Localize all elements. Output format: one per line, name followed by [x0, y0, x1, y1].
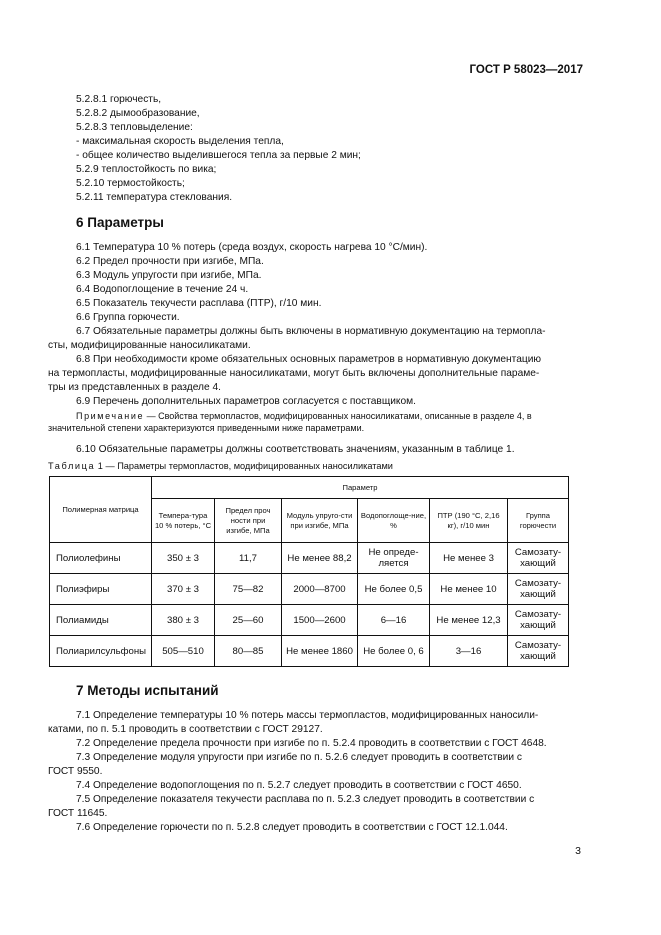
table-cell: Не менее 1860 [282, 636, 358, 667]
list-item: 5.2.11 температура стеклования. [76, 192, 233, 203]
table-cell: Не опреде-ляется [358, 543, 430, 574]
paragraph-7-4: 7.4 Определение водопоглощения по п. 5.2.7 следует проводить в соответствии с ГОСТ 4650. [76, 780, 522, 791]
table-cell: 25—60 [215, 605, 282, 636]
paragraph-6-8-line1: 6.8 При необходимости кроме обязательных основных параметров в нормативную документацию [76, 354, 542, 365]
paragraph-6-9: 6.9 Перечень дополнительных параметров согласуется с поставщиком. [76, 396, 416, 407]
table-cell: Полиамиды [50, 605, 152, 636]
paragraph-6-1: 6.1 Температура 10 % потерь (среда воздух, скорость нагрева 10 °С/мин). [76, 242, 428, 253]
table-cell: Не менее 3 [430, 543, 508, 574]
paragraph-6-2: 6.2 Предел прочности при изгибе, МПа. [76, 256, 264, 267]
note-text-1: — Свойства термопластов, модифицированных наносиликатами, описанные в разделе 4, в [144, 411, 532, 421]
header-cell: ПТР (190 °С, 2,16 кг), г/10 мин [430, 499, 508, 543]
note [76, 410, 584, 422]
table-cell: 350 ± 3 [152, 543, 215, 574]
paragraph-6-7-line1: 6.7 Обязательные параметры должны быть включены в нормативную документацию на термопла- [76, 326, 546, 337]
table-row [50, 605, 569, 636]
paragraph-6-10: 6.10 Обязательные параметры должны соответствовать значениям, указанным в таблице 1. [76, 444, 515, 455]
paragraph-7-1-line1: 7.1 Определение температуры 10 % потерь массы термопластов, модифицированных наносили- [76, 710, 539, 721]
table-cell: 6—16 [358, 605, 430, 636]
paragraph-7-6: 7.6 Определение горючести по п. 5.2.8 следует проводить в соответствии с ГОСТ 12.1.044. [76, 822, 508, 833]
header-cell: Темпера-тура 10 % потерь, °С [152, 499, 215, 543]
table-cell: 3—16 [430, 636, 508, 667]
list-item: - общее количество выделившегося тепла за первые 2 мин; [76, 150, 361, 161]
paragraph-7-1-line2: катами, по п. 5.1 проводить в соответствии с ГОСТ 29127. [48, 724, 323, 735]
table-row [50, 543, 569, 574]
list-item: 5.2.8.2 дымообразование, [76, 108, 200, 119]
table-cell: 1500—2600 [282, 605, 358, 636]
paragraph-7-5-line1: 7.5 Определение показателя текучести расплава по п. 5.2.3 следует проводить в соответствии с [76, 794, 535, 805]
table-caption-label: Таблица [48, 461, 96, 471]
paragraph-6-8-line2: на термопласты, модифицированные наносиликатами, могут быть включены дополнительные параме- [48, 368, 540, 379]
header-cell: Модуль упруго-сти при изгибе, МПа [282, 499, 358, 543]
section-6-heading: 6 Параметры [76, 215, 164, 230]
header-matrix: Полимерная матрица [50, 477, 152, 543]
list-item: 5.2.9 теплостойкость по вика; [76, 164, 217, 175]
table-caption-text: 1 — Параметры термопластов, модифицированных наносиликатами [95, 461, 393, 471]
section-7-heading: 7 Методы испытаний [76, 683, 219, 698]
list-item: 5.2.8.3 тепловыделение: [76, 122, 193, 133]
note-label: Примечание [76, 411, 145, 421]
table-cell: Не менее 88,2 [282, 543, 358, 574]
table-cell: Не менее 12,3 [430, 605, 508, 636]
header-parameter-group: Параметр [152, 477, 569, 499]
table-cell: Самозату-хающий [508, 543, 569, 574]
standard-id: ГОСТ Р 58023—2017 [469, 64, 583, 76]
paragraph-6-8-line3: тры из представленных в разделе 4. [48, 382, 221, 393]
table-cell: Полиолефины [50, 543, 152, 574]
header-cell: Группа горючести [508, 499, 569, 543]
table-cell: Самозату-хающий [508, 574, 569, 605]
paragraph-6-4: 6.4 Водопоглощение в течение 24 ч. [76, 284, 249, 295]
paragraph-6-3: 6.3 Модуль упругости при изгибе, МПа. [76, 270, 262, 281]
paragraph-7-3-line2: ГОСТ 9550. [48, 766, 103, 777]
paragraph-6-7-line2: сты, модифицированные наносиликатами. [48, 340, 251, 351]
list-item: 5.2.8.1 горючесть, [76, 94, 162, 105]
table-cell: Не более 0,5 [358, 574, 430, 605]
table-cell: Самозату-хающий [508, 636, 569, 667]
page-number: 3 [575, 845, 581, 857]
table-cell: Не более 0, 6 [358, 636, 430, 667]
table-header-row [50, 477, 569, 499]
table-cell: 80—85 [215, 636, 282, 667]
note-line2: значительной степени характеризуются приведенными ниже параметрами. [48, 423, 365, 433]
table-cell: Полиэфиры [50, 574, 152, 605]
list-item: 5.2.10 термостойкость; [76, 178, 185, 189]
table-caption [48, 461, 393, 471]
table-cell: 2000—8700 [282, 574, 358, 605]
table-cell: 505—510 [152, 636, 215, 667]
table-row [50, 574, 569, 605]
table-cell: Полиарилсульфоны [50, 636, 152, 667]
table-row [50, 636, 569, 667]
table-cell: 380 ± 3 [152, 605, 215, 636]
parameters-table [49, 476, 569, 667]
paragraph-7-2: 7.2 Определение предела прочности при изгибе по п. 5.2.4 проводить в соответствии с ГОСТ 4648. [76, 738, 547, 749]
table-cell: 75—82 [215, 574, 282, 605]
table-cell: Самозату-хающий [508, 605, 569, 636]
paragraph-7-5-line2: ГОСТ 11645. [48, 808, 108, 819]
header-cell: Водопоглоще-ние, % [358, 499, 430, 543]
list-item: - максимальная скорость выделения тепла, [76, 136, 284, 147]
paragraph-7-3-line1: 7.3 Определение модуля упругости при изгибе по п. 5.2.6 следует проводить в соответствии с [76, 752, 522, 763]
table-cell: 370 ± 3 [152, 574, 215, 605]
table-cell: 11,7 [215, 543, 282, 574]
table-cell: Не менее 10 [430, 574, 508, 605]
paragraph-6-6: 6.6 Группа горючести. [76, 312, 180, 323]
paragraph-6-5: 6.5 Показатель текучести расплава (ПТР), г/10 мин. [76, 298, 322, 309]
header-cell: Предел проч ности при изгибе, МПа [215, 499, 282, 543]
